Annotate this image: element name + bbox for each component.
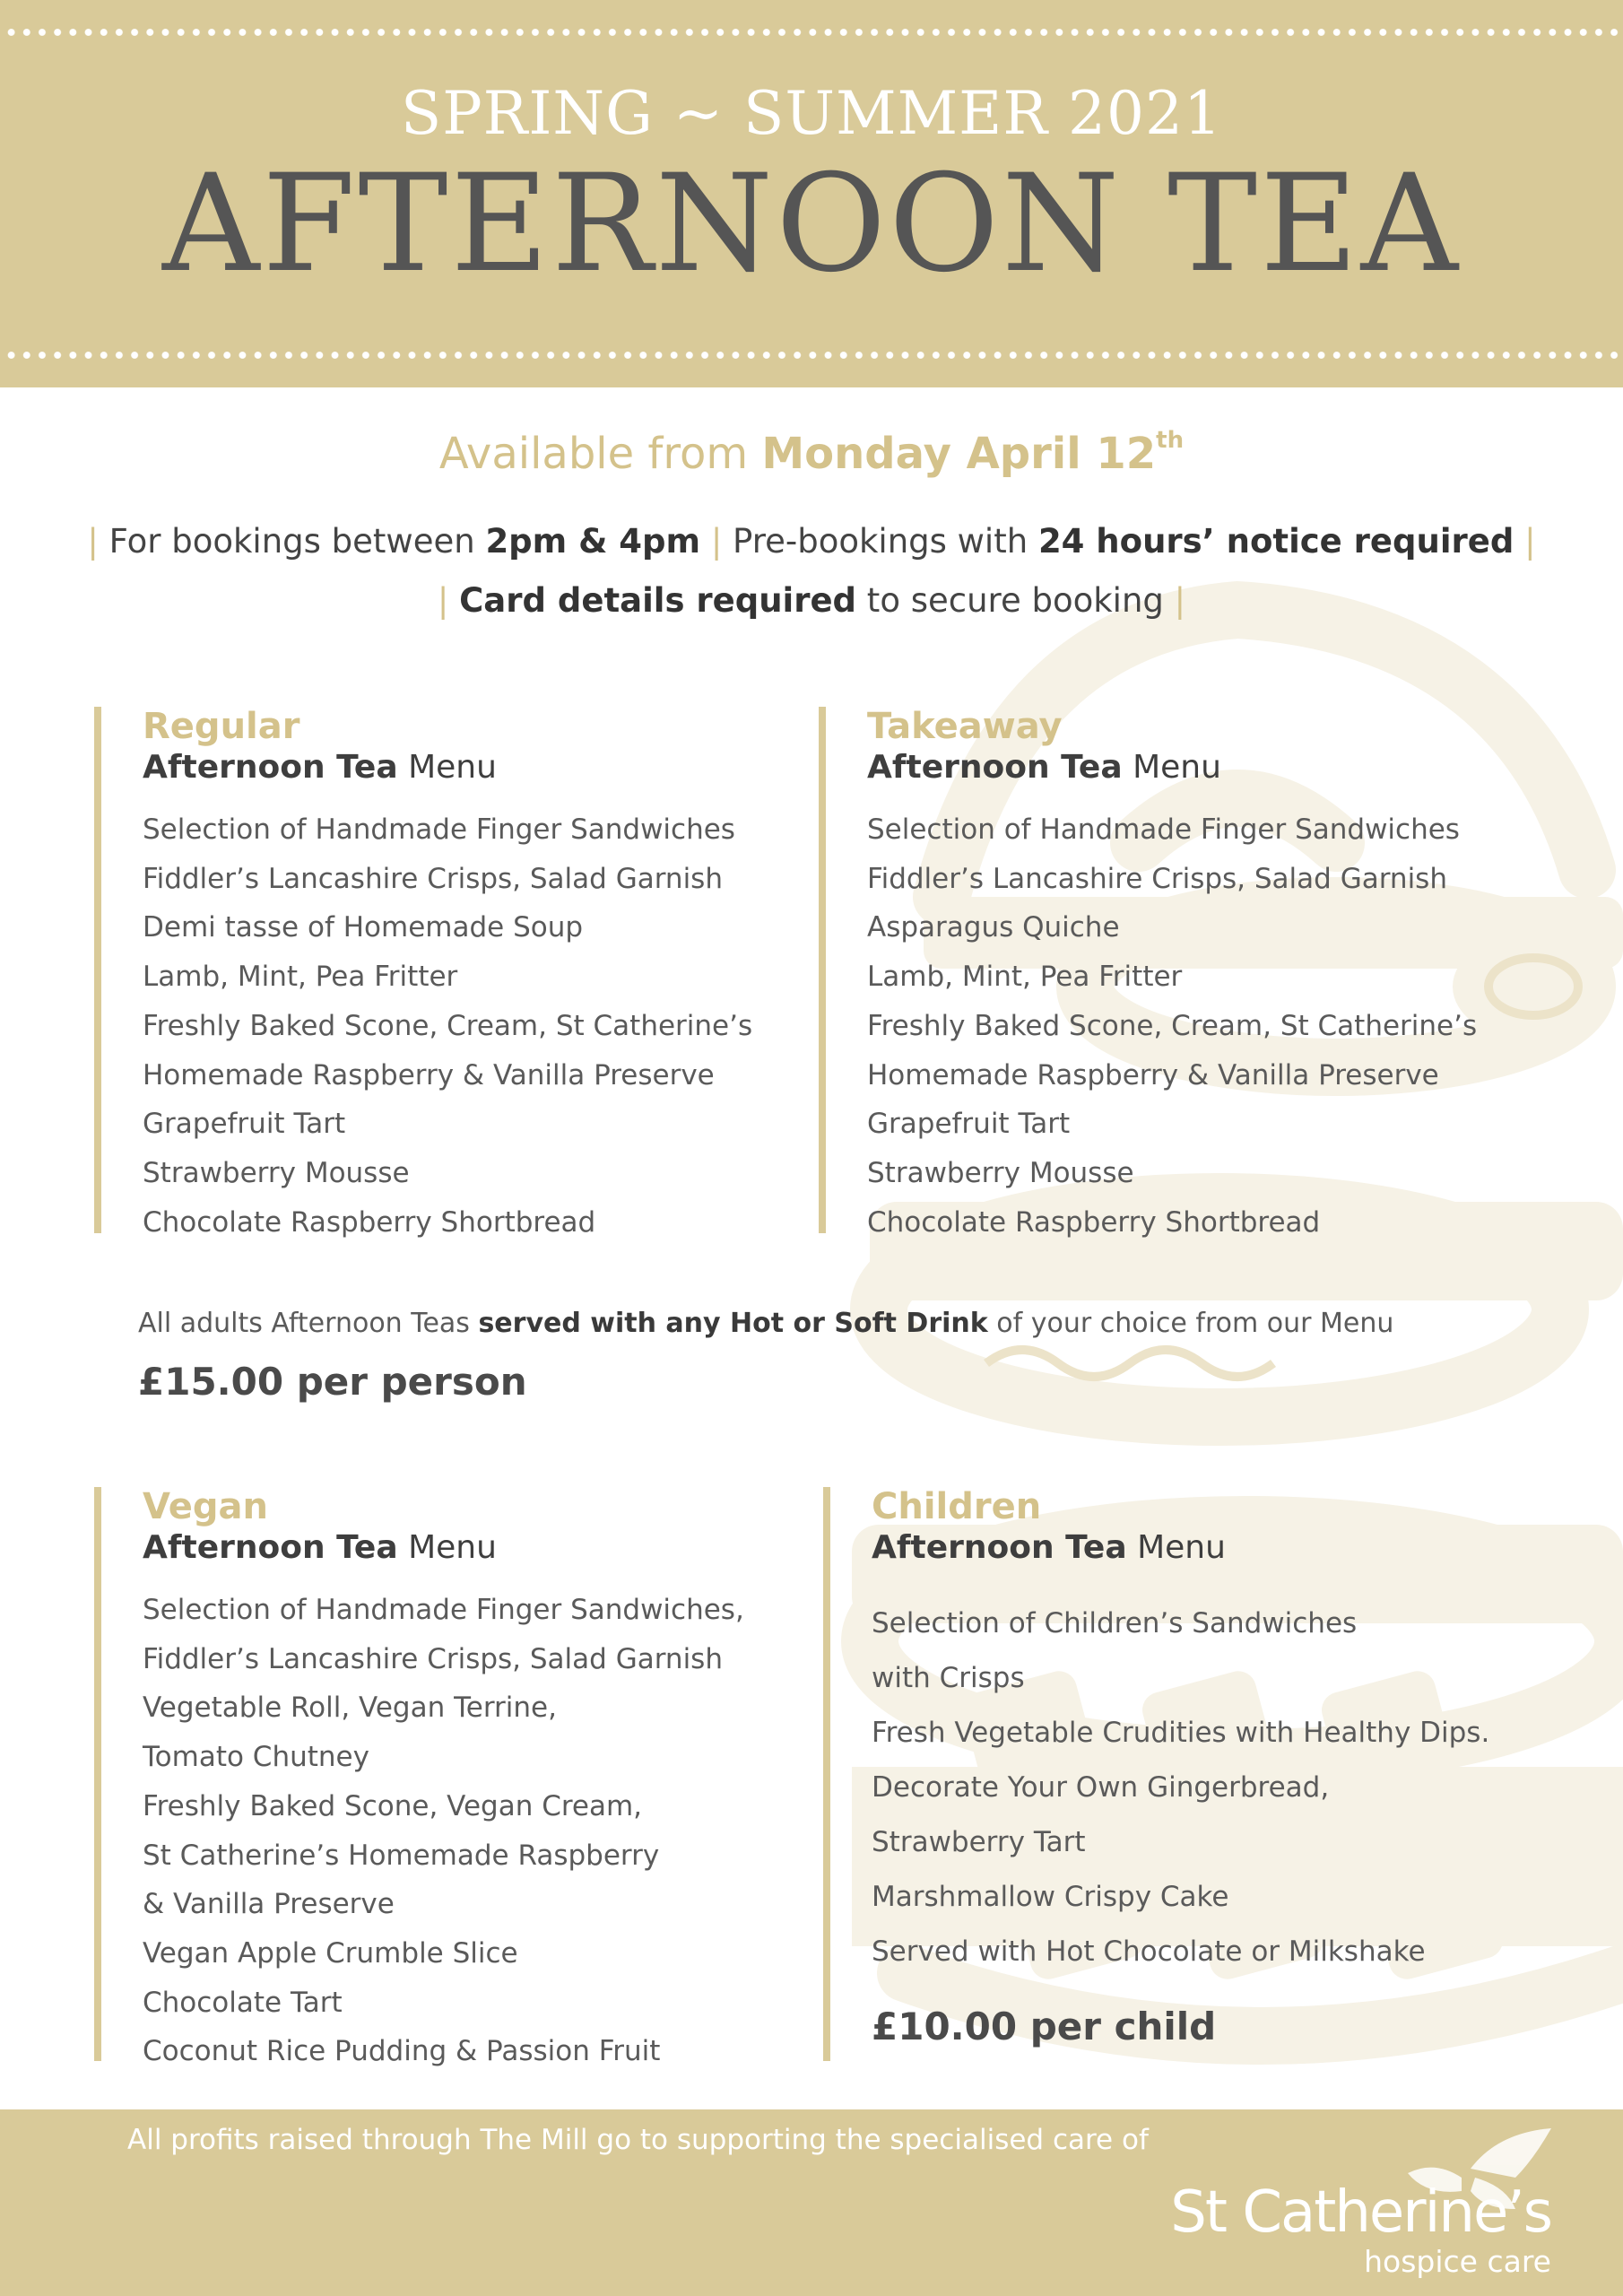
separator: | — [710, 522, 723, 561]
list-item: Grapefruit Tart — [143, 1108, 346, 1141]
list-item: Asparagus Quiche — [867, 911, 1120, 944]
booking-info-line-2 — [0, 581, 1623, 620]
adult-note-text: All adults Afternoon Teas — [138, 1308, 479, 1339]
separator: | — [437, 581, 449, 620]
dotted-border-top — [0, 28, 1623, 37]
list-item: Served with Hot Chocolate or Milkshake — [872, 1935, 1426, 1968]
menu-heading: Vegan — [143, 1486, 268, 1527]
list-item: Fiddler’s Lancashire Crisps, Salad Garnish — [867, 862, 1447, 895]
list-item: Strawberry Mousse — [143, 1156, 410, 1189]
adult-drink-note — [138, 1308, 1393, 1339]
adult-note-bold: served with any Hot or Soft Drink — [478, 1308, 988, 1339]
list-item: Selection of Handmade Finger Sandwiches — [143, 813, 735, 846]
available-date-suffix: th — [1156, 427, 1185, 454]
list-item: Vegan Apple Crumble Slice — [143, 1936, 518, 1970]
booking-time-value: 2pm & 4pm — [485, 522, 701, 561]
list-item: Freshly Baked Scone, Cream, St Catherine’s — [867, 1009, 1478, 1042]
list-item: Strawberry Tart — [872, 1826, 1086, 1858]
list-item: Selection of Children’s Sandwiches — [872, 1607, 1358, 1639]
menu-subheading — [867, 746, 1477, 789]
list-item: Fiddler’s Lancashire Crisps, Salad Garnish — [143, 1642, 723, 1675]
logo-wordmark: St Catherine’s — [1170, 2179, 1551, 2246]
list-item: Fresh Vegetable Crudities with Healthy Dips. — [872, 1717, 1490, 1749]
list-item: Vegetable Roll, Vegan Terrine, — [143, 1692, 557, 1725]
header-band — [0, 0, 1623, 387]
list-item: & Vanilla Preserve — [143, 1888, 395, 1921]
child-price: £10.00 per child — [872, 2005, 1217, 2048]
separator: | — [87, 522, 99, 561]
menu-items — [143, 805, 752, 1247]
list-item: Grapefruit Tart — [867, 1108, 1071, 1141]
menu-subheading-rest: Menu — [397, 749, 497, 786]
booking-info-line-1 — [0, 522, 1623, 561]
menu-subheading-bold: Afternoon Tea — [872, 1529, 1127, 1566]
list-item: Tomato Chutney — [143, 1741, 369, 1774]
list-item: Strawberry Mousse — [867, 1156, 1134, 1189]
available-prefix: Available from — [438, 429, 762, 479]
list-item: Coconut Rice Pudding & Passion Fruit — [143, 2035, 661, 2068]
menu-regular — [94, 706, 753, 1239]
list-item: Chocolate Raspberry Shortbread — [143, 1205, 596, 1239]
menu-subheading — [143, 746, 752, 789]
list-item: Fiddler’s Lancashire Crisps, Salad Garnish — [143, 862, 723, 895]
separator: | — [1174, 581, 1186, 620]
list-item: Lamb, Mint, Pea Fritter — [867, 961, 1183, 994]
menu-subheading-rest: Menu — [397, 1529, 497, 1566]
menu-items — [143, 1586, 744, 2076]
list-item: St Catherine’s Homemade Raspberry — [143, 1839, 660, 1872]
menu-subheading-bold: Afternoon Tea — [143, 749, 398, 786]
adult-price: £15.00 per person — [138, 1360, 527, 1404]
list-item: Homemade Raspberry & Vanilla Preserve — [143, 1058, 715, 1091]
availability-line — [0, 429, 1623, 479]
prebooking-label: Pre-bookings with — [733, 522, 1038, 561]
menu-subheading — [143, 1526, 744, 1570]
list-item: Freshly Baked Scone, Vegan Cream, — [143, 1789, 643, 1822]
menu-subheading-bold: Afternoon Tea — [867, 749, 1123, 786]
profits-note: All profits raised through The Mill go to supporting the specialised care of — [127, 2124, 1149, 2156]
booking-time-label: For bookings between — [108, 522, 486, 561]
menu-heading: Children — [872, 1486, 1042, 1527]
list-item: Decorate Your Own Gingerbread, — [872, 1771, 1330, 1804]
menu-subheading — [872, 1526, 1489, 1570]
menu-takeaway — [819, 706, 1478, 1239]
list-item: Chocolate Tart — [143, 1986, 343, 2019]
menu-vegan — [94, 1486, 744, 2068]
adult-note-rest: of your choice from our Menu — [987, 1308, 1394, 1339]
menu-subheading-bold: Afternoon Tea — [143, 1529, 398, 1566]
page-title: AFTERNOON TEA — [162, 146, 1461, 302]
prebooking-notice: 24 hours’ notice required — [1037, 522, 1515, 561]
logo-subtitle: hospice care — [1364, 2244, 1551, 2279]
menu-items — [867, 805, 1477, 1247]
season-subtitle: SPRING ~ SUMMER 2021 — [401, 79, 1222, 148]
list-item: Chocolate Raspberry Shortbread — [867, 1205, 1321, 1239]
list-item: Freshly Baked Scone, Cream, St Catherine’s — [143, 1009, 753, 1042]
menu-subheading-rest: Menu — [1122, 749, 1221, 786]
menu-children — [823, 1487, 1489, 2061]
list-item: Homemade Raspberry & Vanilla Preserve — [867, 1058, 1439, 1091]
list-item: with Crisps — [872, 1662, 1025, 1694]
card-details-rest: to secure booking — [856, 581, 1164, 620]
separator: | — [1524, 522, 1536, 561]
available-date: Monday April 12 — [761, 429, 1157, 479]
menu-items — [872, 1596, 1489, 1979]
list-item: Lamb, Mint, Pea Fritter — [143, 961, 458, 994]
list-item: Marshmallow Crispy Cake — [872, 1881, 1229, 1913]
menu-subheading-rest: Menu — [1126, 1529, 1226, 1566]
list-item: Selection of Handmade Finger Sandwiches — [867, 813, 1460, 846]
list-item: Selection of Handmade Finger Sandwiches, — [143, 1594, 744, 1626]
dotted-border-bottom — [0, 351, 1623, 360]
menu-heading: Takeaway — [867, 706, 1063, 747]
menu-heading: Regular — [143, 706, 300, 747]
list-item: Demi tasse of Homemade Soup — [143, 911, 584, 944]
card-details-note: Card details required — [459, 581, 857, 620]
